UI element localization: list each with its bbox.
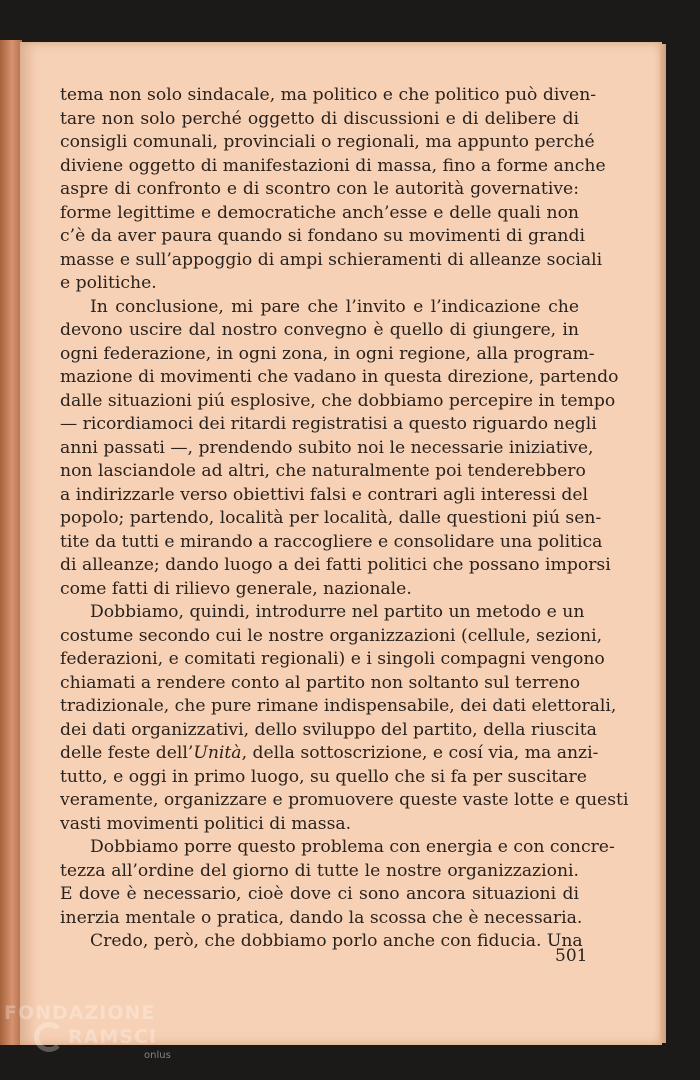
watermark-onlus: onlus xyxy=(144,1050,171,1061)
text-line: — ricordiamoci dei ritardi registratisi a questo riguardo negli xyxy=(60,414,597,434)
text-line: inerzia mentale o pratica, dando la scossa che è necessaria. xyxy=(60,907,583,928)
text-line: tare non solo perché oggetto di discussioni e di delibere di xyxy=(60,108,579,129)
watermark-line-2: RAMSCI xyxy=(68,1026,157,1048)
text-line: tite da tutti e mirando a raccogliere e consolidare una politica xyxy=(60,531,603,552)
text-line: ogni federazione, in ogni zona, in ogni regione, alla program- xyxy=(60,343,595,364)
text-line: In conclusione, mi pare che l’invito e l’indicazione che xyxy=(90,296,579,317)
text-line: mazione di movimenti che vadano in questa direzione, partendo xyxy=(60,367,619,387)
text-line: masse e sull’appoggio di ampi schieramenti di alleanze sociali xyxy=(60,249,603,270)
text-line: tradizionale, che pure rimane indispensabile, dei dati elettorali, xyxy=(60,696,617,716)
text-line: delle feste dell’Unità, della sottoscrizione, e cosí via, ma anzi- xyxy=(60,743,599,763)
text-line: consigli comunali, provinciali o regionali, ma appunto perché xyxy=(60,132,595,152)
text-line: c’è da aver paura quando si fondano su movimenti di grandi xyxy=(60,226,585,246)
text-line: come fatti di rilievo generale, nazionale. xyxy=(60,578,412,599)
text-line: devono uscire dal nostro convegno è quello di giungere, in xyxy=(60,320,579,340)
text-line: e politiche. xyxy=(60,273,157,293)
page-number: 501 xyxy=(555,946,588,966)
text-line: vasti movimenti politici di massa. xyxy=(60,813,352,834)
text-line: costume secondo cui le nostre organizzazioni (cellule, sezioni, xyxy=(60,625,603,646)
text-line: aspre di confronto e di scontro con le autorità governative: xyxy=(60,179,579,199)
text-line: federazioni, e comitati regionali) e i singoli compagni vengono xyxy=(60,649,605,669)
text-line: non lasciandole ad altri, che naturalmente poi tenderebbero xyxy=(60,461,586,481)
text-line: chiamati a rendere conto al partito non soltanto sul terreno xyxy=(60,672,581,693)
page-body-text xyxy=(60,84,629,954)
text-line: a indirizzarle verso obiettivi falsi e contrari agli interessi del xyxy=(60,484,589,505)
book-spine xyxy=(0,40,22,1045)
text-line: diviene oggetto di manifestazioni di massa, fino a forme anche xyxy=(60,155,606,176)
text-line: Credo, però, che dobbiamo porlo anche con fiducia. Una xyxy=(90,931,583,951)
text-line: anni passati —, prendendo subito noi le necessarie iniziative, xyxy=(60,437,594,458)
text-line: dei dati organizzativi, dello sviluppo del partito, della riuscita xyxy=(60,719,597,740)
text-line: Dobbiamo, quindi, introdurre nel partito un metodo e un xyxy=(90,602,585,622)
text-line: tezza all’ordine del giorno di tutte le nostre organizzazioni. xyxy=(60,860,579,881)
gramsci-logo-icon xyxy=(34,1022,64,1052)
watermark-line-1: FONDAZIONE xyxy=(4,1002,156,1024)
text-line: di alleanze; dando luogo a dei fatti politici che possano imporsi xyxy=(60,555,611,575)
text-line: popolo; partendo, località per località, dalle questioni piú sen- xyxy=(60,508,602,528)
text-line: Dobbiamo porre questo problema con energia e con concre- xyxy=(90,837,615,857)
page-edge xyxy=(660,44,666,1043)
text-line: tema non solo sindacale, ma politico e che politico può diven- xyxy=(60,85,597,105)
text-line: forme legittime e democratiche anch’esse e delle quali non xyxy=(60,202,579,223)
text-line: veramente, organizzare e promuovere queste vaste lotte e questi xyxy=(60,790,629,810)
text-line: dalle situazioni piú esplosive, che dobbiamo percepire in tempo xyxy=(60,390,616,411)
fondazione-gramsci-watermark xyxy=(4,1000,204,1080)
text-line: E dove è necessario, cioè dove ci sono ancora situazioni di xyxy=(60,884,579,904)
text-line: tutto, e oggi in primo luogo, su quello che si fa per suscitare xyxy=(60,766,587,787)
